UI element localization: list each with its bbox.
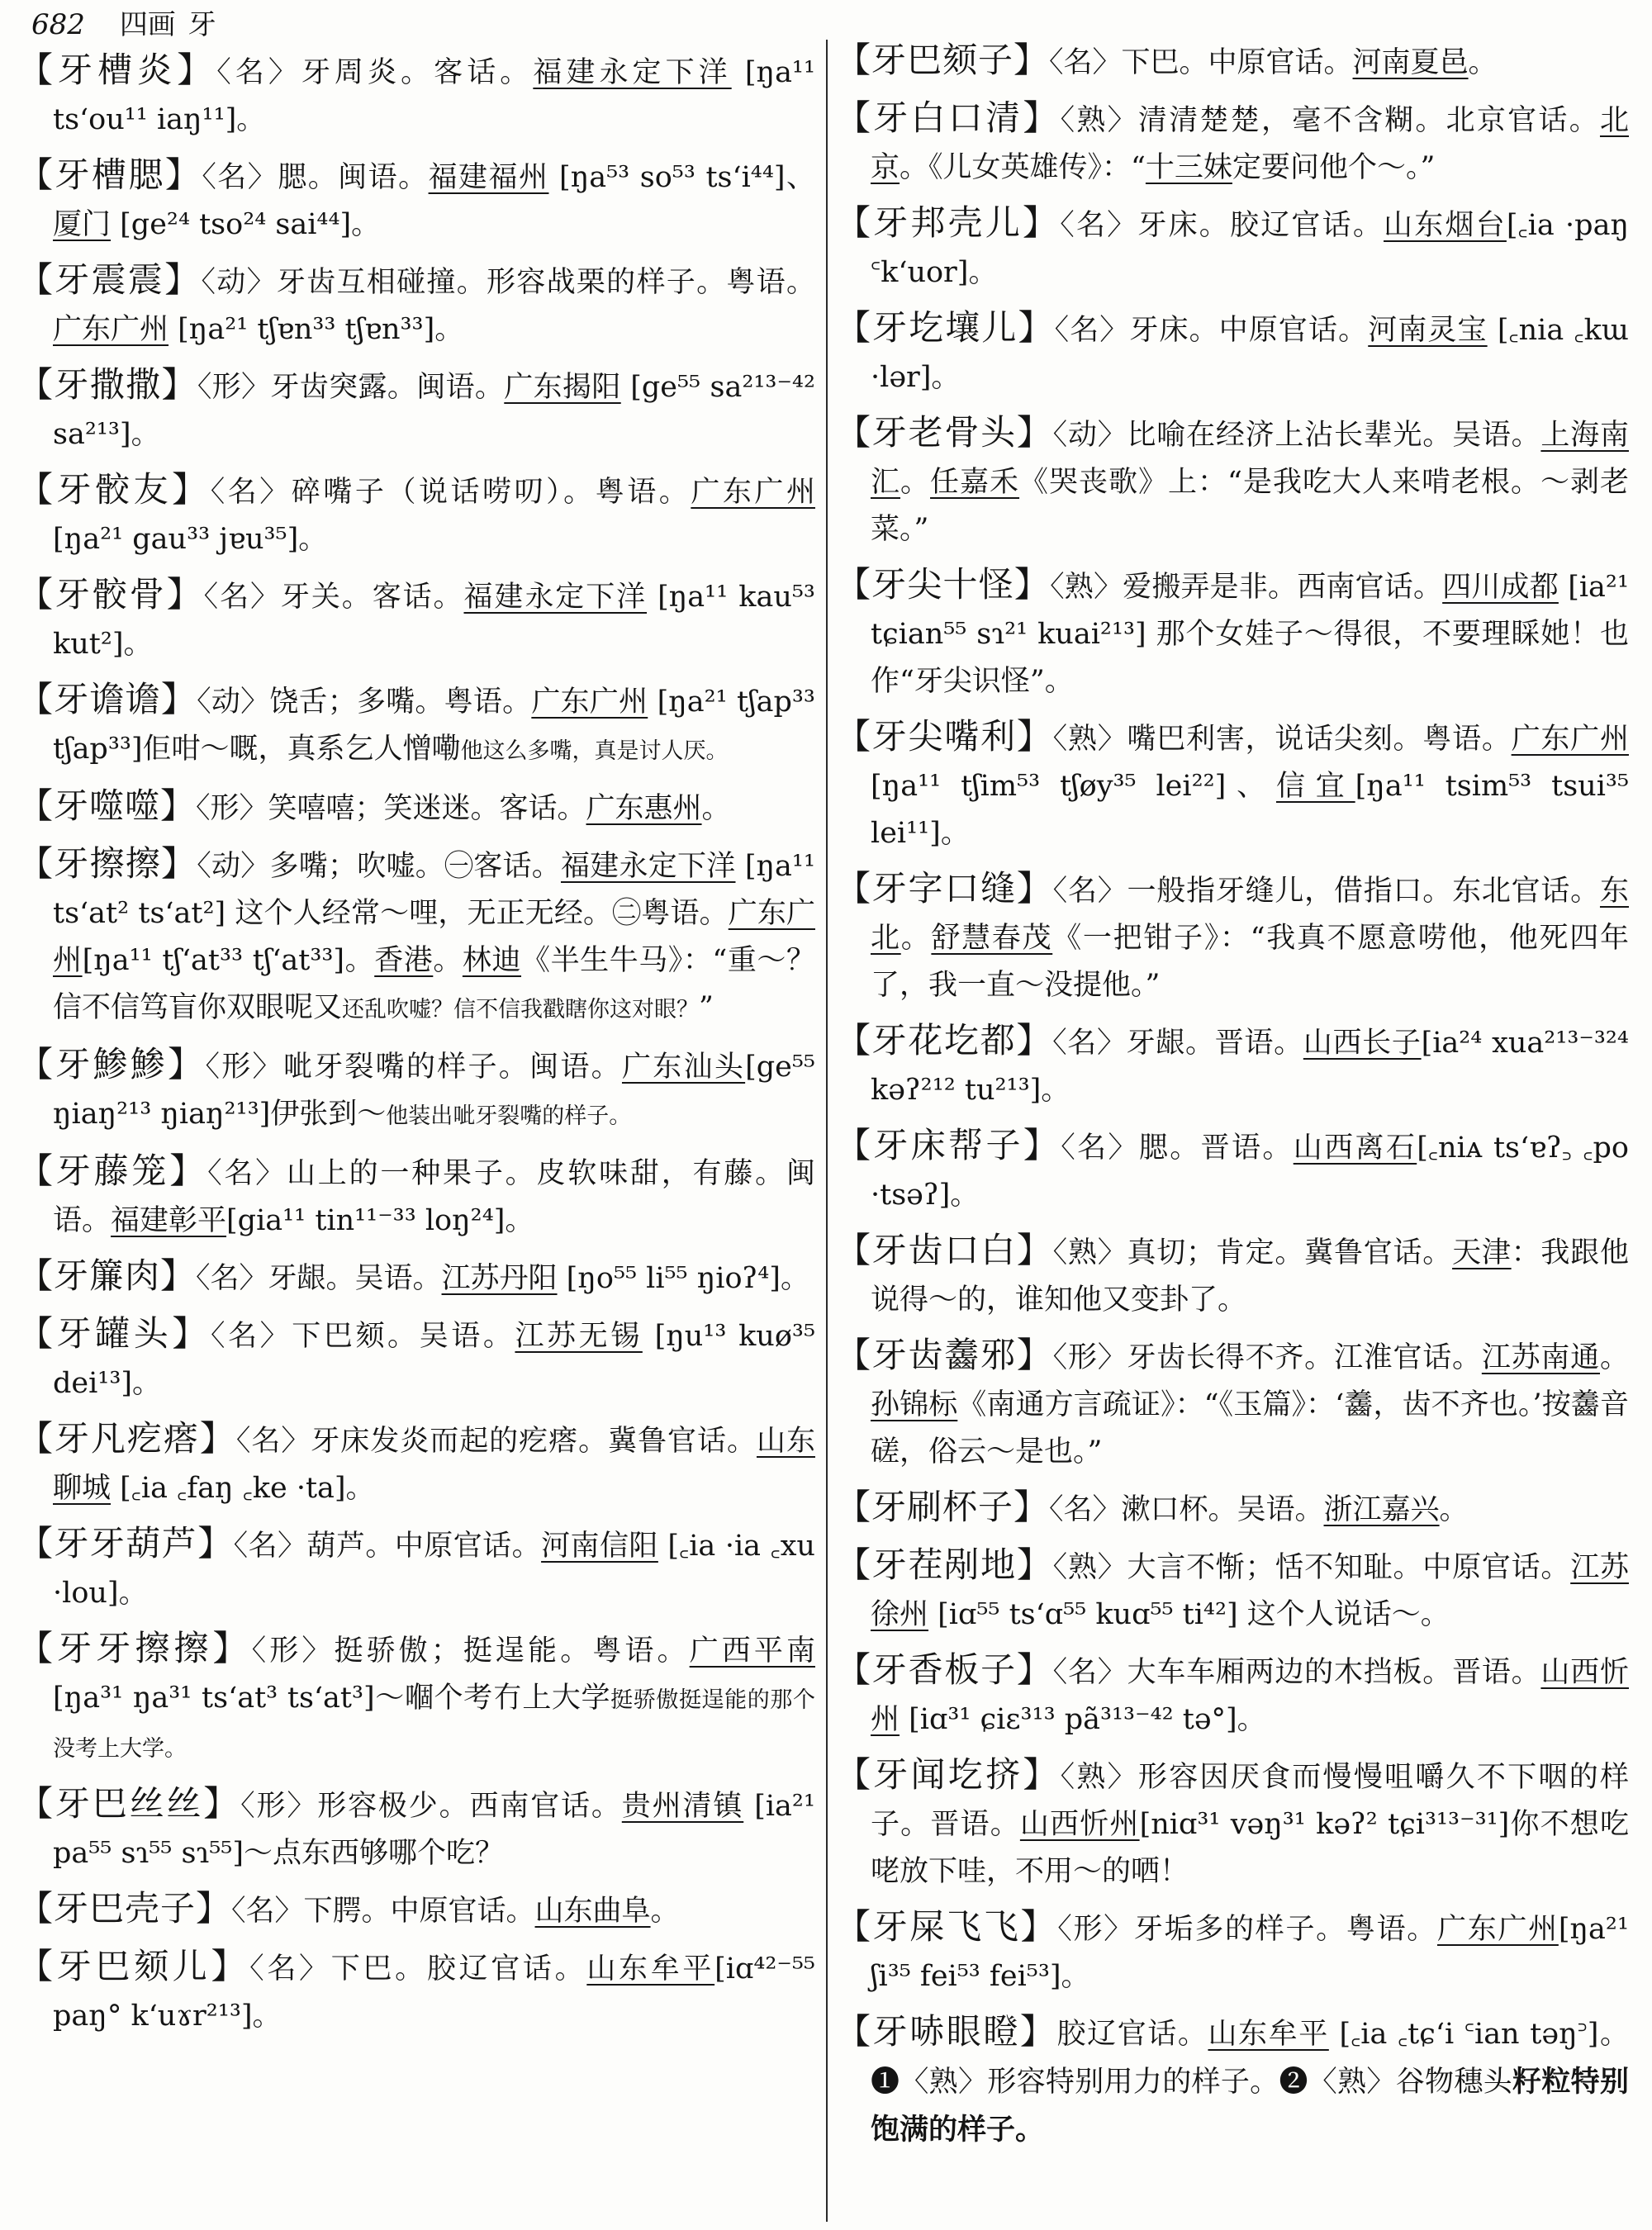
entry-text: [niɑ³¹ vəŋ³¹ kəʔ² tɕi³¹³⁻³¹]你不想吃咾放下哇，不用～的哂！ [871,1808,1629,1888]
entry-text: 〈名〉大车车厢两边的木挡板。晋语。 [1052,1656,1541,1689]
entry-text: 。 [1468,46,1498,79]
entry-text: 〈动〉比喻在经济上沾长辈光。吴语。 [1052,419,1541,452]
underlined-place-or-source: 北京 [871,104,1629,184]
underlined-place-or-source: 江苏无锡 [515,1320,643,1353]
entry-text: [ŋa¹¹ ts‘at² ts‘at²] 这个人经常～哩，无正无经。㊁粤语。 [53,850,815,930]
dictionary-entry [18,1310,815,1407]
entry-headword: 【牙震震】 [18,259,202,300]
entry-text: [ŋa²¹ ʃi³⁵ fei⁵³ fei⁵³]。 [871,1913,1629,1993]
entry-text: [iɑ⁴²⁻⁵⁵ paŋ° k‘uɤr²¹³]。 [53,1952,815,2033]
underlined-place-or-source: 山东聊城 [53,1425,815,1505]
entry-text: 。 [701,792,731,825]
entry-headword: 【牙老骨头】 [836,412,1053,453]
entry-text: 。 [433,944,463,977]
entry-headword: 【牙圪壤儿】 [836,307,1055,348]
entry-text: 〈名〉漱口杯。吴语。 [1049,1493,1324,1526]
entry-text: 。 [650,1895,680,1928]
dictionary-entry [836,1331,1629,1476]
dictionary-entry [18,361,815,458]
entry-text: 〈熟〉清清楚楚，毫不含糊。北京官话。 [1060,104,1600,137]
entry-headword: 【牙闻圪挤】 [836,1754,1061,1795]
dictionary-entry [836,713,1629,857]
entry-text: [꜀ia ·ia ꜀xu ·lou]。 [53,1530,815,1610]
dictionary-entry [836,865,1629,1009]
entry-text: [ŋa²¹ tʃɐn³³ tʃɐn³³]。 [169,313,464,346]
entry-headword: 【牙噬噬】 [18,785,197,826]
entry-text: [ŋa²¹ gau³³ jɐu³⁵]。 [53,523,328,556]
gloss-translation: 还乱吹嘘？信不信我戳瞎你这对眼？ [342,997,700,1022]
entry-headword: 【牙擦擦】 [18,843,197,884]
entry-headword: 【牙床帮子】 [836,1125,1061,1165]
entry-text: 〈名〉葫芦。中原官话。 [233,1530,542,1563]
entry-text: 〈名〉腮。闽语。 [202,161,429,194]
entry-text: [ŋa⁵³ so⁵³ ts‘i⁴⁴]、 [548,161,815,194]
entry-text: 〈名〉下腭。中原官话。 [231,1895,535,1928]
entry-text: [꜀niᴀ ts‘ɐʔ꜆ ꜀po ·tsəʔ]。 [871,1132,1629,1212]
entry-text: 〈名〉山上的一种果子。皮软味甜，有藤。闽语。 [53,1157,815,1237]
underlined-place-or-source: 福建永定下洋 [560,850,736,883]
entry-headword: 【牙尖十怪】 [836,564,1051,605]
entry-text: 。 [1439,1493,1469,1526]
dictionary-entry [18,1943,815,2040]
underlined-place-or-source: 广西平南 [689,1635,815,1668]
dictionary-entry [18,676,815,775]
entry-text: 〈形〉牙齿长得不齐。江淮官话。 [1052,1341,1482,1374]
entry-text: [ia²⁴ xua²¹³⁻³²⁴ kəʔ²¹² tu²¹³]。 [871,1027,1629,1107]
entry-text: [ge⁵⁵ sa²¹³⁻⁴² sa²¹³]。 [53,371,815,451]
entry-text: ：我跟他说得～的，谁知他又变卦了。 [871,1236,1629,1317]
gloss-translation: 他装出呲牙裂嘴的样子。 [386,1103,632,1129]
underlined-place-or-source: 浙江嘉兴 [1323,1493,1440,1526]
dictionary-entry [18,1520,815,1617]
entry-text: [ŋa¹¹ ts‘ou¹¹ iaŋ¹¹]。 [53,56,815,136]
underlined-place-or-source: 广东广州 [1511,723,1629,756]
entry-text: 〈熟〉嘴巴利害，说话尖刻。粤语。 [1052,723,1512,756]
underlined-place-or-source: 上海南汇 [871,419,1629,499]
entry-text: 〈形〉形容极少。西南官话。 [240,1790,622,1823]
entry-headword: 【牙字口缝】 [836,868,1053,909]
entry-headword: 【牙簾肉】 [18,1255,197,1296]
entry-text: 定要问他个～。” [1232,151,1436,184]
underlined-place-or-source: 江苏南通 [1481,1341,1600,1374]
entry-headword: 【牙槽炎】 [18,50,217,90]
entry-text: 〈名〉下巴。胶辽官话。 [249,1952,587,1986]
entry-text: 〈名〉牙龈。吴语。 [196,1262,442,1295]
underlined-place-or-source: 孙锦标 [871,1388,958,1421]
entry-text: 胶辽官话。 [1056,2018,1208,2051]
gloss-translation: 他这么多嘴，真是讨人厌。 [460,738,729,764]
dictionary-entry [836,409,1629,553]
entry-text: 《哭丧歌》上：“是我吃大人来啃老根。～剥老菜。” [871,466,1629,546]
dictionary-entry [18,1625,815,1772]
underlined-place-or-source: 山西离石 [1293,1132,1417,1165]
underlined-place-or-source: 山西长子 [1303,1027,1422,1060]
entry-text: [ŋa¹¹ tʃ‘at³³ tʃ‘at³³]。 [82,944,375,977]
entry-headword: 【牙撒撒】 [18,364,197,405]
entry-text: [꜀ia ꜀faŋ ꜀ke ·ta]。 [111,1472,375,1505]
underlined-place-or-source: 四川成都 [1442,571,1559,604]
entry-text: [꜀nia ꜀kɯ ·lər]。 [871,314,1629,394]
dictionary-entry [836,1226,1629,1324]
page-header [31,7,216,43]
dictionary-entry [836,1903,1629,2000]
underlined-place-or-source: 广东广州 [691,476,815,509]
entry-headword: 【牙白口清】 [836,97,1061,138]
underlined-place-or-source: 山西忻州 [871,1656,1629,1736]
dictionary-entry [836,1541,1629,1639]
dictionary-entry [18,46,815,144]
underlined-place-or-source: 河南信阳 [541,1530,658,1563]
dictionary-entry [18,1147,815,1245]
entry-text: 。 [1599,1341,1629,1374]
underlined-place-or-source: 福建彰平 [111,1204,227,1237]
entry-text: [iɑ³¹ ɕiɛ³¹³ pã³¹³⁻⁴² tə°]。 [900,1703,1266,1736]
entry-text: 〈名〉牙床发炎而起的疙瘩。冀鲁官话。 [235,1425,757,1458]
entry-headword: 【牙邦壳儿】 [836,202,1061,243]
underlined-place-or-source: 厦门 [53,208,112,241]
dictionary-entry [836,94,1629,192]
entry-text: 〈名〉牙周炎。客话。 [216,56,534,89]
entry-text: [gia¹¹ tin¹¹⁻³³ loŋ²⁴]。 [226,1204,534,1237]
underlined-place-or-source: 信宜 [1275,770,1355,803]
underlined-place-or-source: 江苏徐州 [871,1551,1629,1631]
dictionary-entry [18,571,815,668]
underlined-place-or-source: 广东惠州 [586,792,702,825]
entry-text: 〈名〉牙龈。晋语。 [1052,1027,1303,1060]
underlined-place-or-source: 广东汕头 [621,1051,746,1084]
dictionary-entry [18,840,815,1033]
entry-text: 〈形〉牙垢多的样子。粤语。 [1057,1913,1437,1946]
entry-text: [ŋa³¹ ŋa³¹ ts‘at³ ts‘at³]～嗰个考冇上大学 [53,1682,611,1715]
entry-text: 〈动〉饶舌；多嘴。粤语。 [197,686,532,719]
page-number: 682 [31,8,85,41]
underlined-place-or-source: 东北 [871,875,1629,955]
entry-text: 〈熟〉真切；肯定。冀鲁官话。 [1052,1236,1453,1269]
underlined-place-or-source: 广东广州 [1437,1913,1559,1946]
underlined-place-or-source: 江苏丹阳 [441,1262,558,1295]
dictionary-entry [836,2008,1629,2154]
entry-text: 〈名〉下巴颏。吴语。 [210,1320,515,1353]
dictionary-entry [836,199,1629,297]
dictionary-entry [836,36,1629,87]
entry-headword: 【牙屎飞飞】 [836,1906,1058,1947]
underlined-place-or-source: 河南夏邑 [1352,46,1469,79]
underlined-place-or-source: 山东烟台 [1384,209,1507,242]
entry-text: [ia²¹ tɕian⁵⁵ sɿ²¹ kuai²¹³] 那个女娃子～得很，不要理睬她！也作“牙尖识怪”。 [871,571,1629,698]
entry-headword: 【牙刷杯子】 [836,1487,1050,1527]
entry-text: 〈动〉牙齿互相碰撞。形容战栗的样子。粤语。 [201,266,815,299]
entry-headword: 【牙骹友】 [18,469,211,510]
entry-headword: 【牙齿齹邪】 [836,1335,1053,1375]
entry-text: [ŋa¹¹ tsim⁵³ tsui³⁵ lei¹¹]。 [871,770,1629,850]
entry-headword: 【牙齿口白】 [836,1230,1053,1270]
dictionary-entry [18,1415,815,1512]
section-label: 四画 [119,8,176,41]
dictionary-entry [18,782,815,833]
dictionary-entry [836,1017,1629,1114]
dictionary-entry [836,1646,1629,1744]
underlined-place-or-source: 广东广州 [53,313,169,346]
entry-headword: 【牙巴丝丝】 [18,1783,241,1824]
entry-text: 〈形〉牙齿突露。闽语。 [197,371,505,404]
underlined-place-or-source: 广东广州 [53,897,815,977]
entry-text: 〈名〉牙床。中原官话。 [1054,314,1369,347]
dictionary-entry [836,1122,1629,1219]
dictionary-entry [18,1041,815,1140]
entry-text: 〈名〉牙床。胶辽官话。 [1060,209,1384,242]
underlined-place-or-source: 广东广州 [531,686,648,719]
entry-text: [ŋa¹¹ kau⁵³ kut²]。 [53,581,815,661]
underlined-place-or-source: 任嘉禾 [930,466,1020,499]
entry-text: 〈名〉下巴。中原官话。 [1049,46,1353,79]
column-divider [826,40,828,2222]
underlined-place-or-source: 山东牟平 [586,1952,715,1986]
entry-text: 〈名〉腮。晋语。 [1061,1132,1294,1165]
entry-headword: 【牙谵谵】 [18,679,197,719]
entry-headword: 【牙藤笼】 [18,1151,208,1191]
underlined-place-or-source: 广东揭阳 [504,371,621,404]
entry-text: 。 [900,922,932,955]
entry-text: [ŋo⁵⁵ li⁵⁵ ŋioʔ⁴]。 [557,1262,809,1295]
dictionary-entry [18,256,815,353]
entry-headword: 【牙香板子】 [836,1649,1053,1690]
entry-text: ” [699,991,714,1024]
entry-headword: 【牙牙擦擦】 [18,1628,252,1668]
dictionary-entry [836,1483,1629,1534]
dictionary-entry [836,1751,1629,1896]
entry-text: 〈熟〉大言不惭；恬不知耻。中原官话。 [1052,1551,1571,1584]
entry-text: 籽粒特别饱满的样子。 [871,2065,1629,2147]
underlined-place-or-source: 香港 [374,944,434,977]
entry-text: 《半生牛马》：“重～？信不信笃盲你双眼呢又 [53,944,815,1024]
entry-headword: 【牙凡疙瘩】 [18,1418,236,1459]
entry-text: 《一把钳子》：“我真不愿意唠他，他死四年了，我一直～没提他。” [871,922,1629,1002]
entry-headword: 【牙巴壳子】 [18,1888,232,1929]
entry-headword: 【牙尖嘴利】 [836,716,1053,757]
entry-text: [iɑ⁵⁵ ts‘ɑ⁵⁵ kuɑ⁵⁵ ti⁴²] 这个人说话～。 [928,1598,1450,1631]
underlined-place-or-source: 福建福州 [428,161,549,194]
dictionary-entry [18,1252,815,1302]
entry-text: 〈形〉笑嘻嘻；笑迷迷。客话。 [196,792,586,825]
underlined-place-or-source: 林迪 [462,944,522,977]
entry-text: 。 [900,466,931,499]
underlined-place-or-source: 山西忻州 [1019,1808,1140,1841]
radical-label: 牙 [188,8,216,41]
underlined-place-or-source: 福建永定下洋 [533,56,732,89]
entry-text: 〈熟〉形容因厌食而慢慢咀嚼久不下咽的样子。晋语。 [871,1761,1629,1841]
dictionary-entry [18,466,815,563]
entry-headword: 【牙罐头】 [18,1313,211,1354]
entry-text: 〈形〉呲牙裂嘴的样子。闽语。 [205,1051,622,1084]
underlined-place-or-source: 山东牟平 [1208,2018,1329,2051]
entry-text: 〈熟〉爱搬弄是非。西南官话。 [1050,571,1443,604]
entry-text: [ge²⁴ tso²⁴ sai⁴⁴]。 [111,208,381,241]
entry-headword: 【牙牙葫芦】 [18,1523,234,1563]
underlined-place-or-source: 河南灵宝 [1368,314,1488,347]
entry-headword: 【牙花圪都】 [836,1020,1053,1060]
entry-headword: 【牙巴颏子】 [836,40,1050,80]
gloss-translation: 挺骄傲挺逞能的那个没考上大学。 [53,1687,815,1762]
entry-text: [ŋa²¹ tʃap³³ tʃap³³]佢咁～嘅，真系乞人憎嘞 [53,686,815,766]
entry-text: 〈动〉多嘴；吹嘘。㊀客话。 [197,850,561,883]
underlined-place-or-source: 福建永定下洋 [463,581,648,614]
entry-text: 〈名〉牙关。客话。 [203,581,464,614]
entry-text: 。《儿女英雄传》：“ [900,151,1146,184]
underlined-place-or-source: 天津 [1452,1236,1512,1269]
entry-headword: 【牙哧眼瞪】 [836,2011,1057,2052]
entry-headword: 【牙茬剐地】 [836,1544,1053,1585]
entry-headword: 【牙鯵鯵】 [18,1044,206,1084]
right-column [836,36,1629,2227]
underlined-place-or-source: 十三妹 [1145,151,1232,184]
dictionary-entry [18,151,815,249]
entry-text: [ŋu¹³ kuø³⁵ dei¹³]。 [53,1320,815,1400]
entry-text: [ŋa¹¹ tʃim⁵³ tʃøy³⁵ lei²²]、 [871,770,1276,803]
entry-headword: 【牙槽腮】 [18,154,202,195]
entry-text: [ge⁵⁵ ŋiaŋ²¹³ ŋiaŋ²¹³]伊张到～ [53,1051,815,1131]
entry-text: 〈形〉挺骄傲；挺逞能。粤语。 [251,1635,690,1668]
entry-headword: 【牙巴颏儿】 [18,1946,250,1986]
entry-text: 〈名〉碎嘴子（说话唠叨）。粤语。 [210,476,691,509]
entry-text: 〈名〉一般指牙缝儿，借指口。东北官话。 [1052,875,1600,908]
underlined-place-or-source: 舒慧春茂 [931,922,1053,955]
entry-text: [꜀ia ꜀tɕ‘i ꜂ian təŋ꜄]。❶〈熟〉形容特别用力的样子。❷〈熟〉谷物穗头 [871,2018,1629,2099]
dictionary-entry [18,1780,815,1877]
entry-text: 《南通方言疏证》：“《玉篇》：‘齹，齿不齐也。’按齹音磋，俗云～是也。” [871,1388,1629,1468]
left-column [18,46,815,2227]
dictionary-entry [836,561,1629,705]
underlined-place-or-source: 山东曲阜 [534,1895,651,1928]
underlined-place-or-source: 贵州清镇 [621,1790,744,1823]
dictionary-entry [18,1885,815,1935]
dictionary-entry [836,304,1629,401]
entry-text: [ia²¹ pa⁵⁵ sɿ⁵⁵ sɿ⁵⁵]～点东西够哪个吃？ [53,1790,815,1870]
entry-headword: 【牙骹骨】 [18,574,204,614]
entry-text: [꜀ia ·paŋ ꜂k‘uor]。 [871,209,1629,289]
